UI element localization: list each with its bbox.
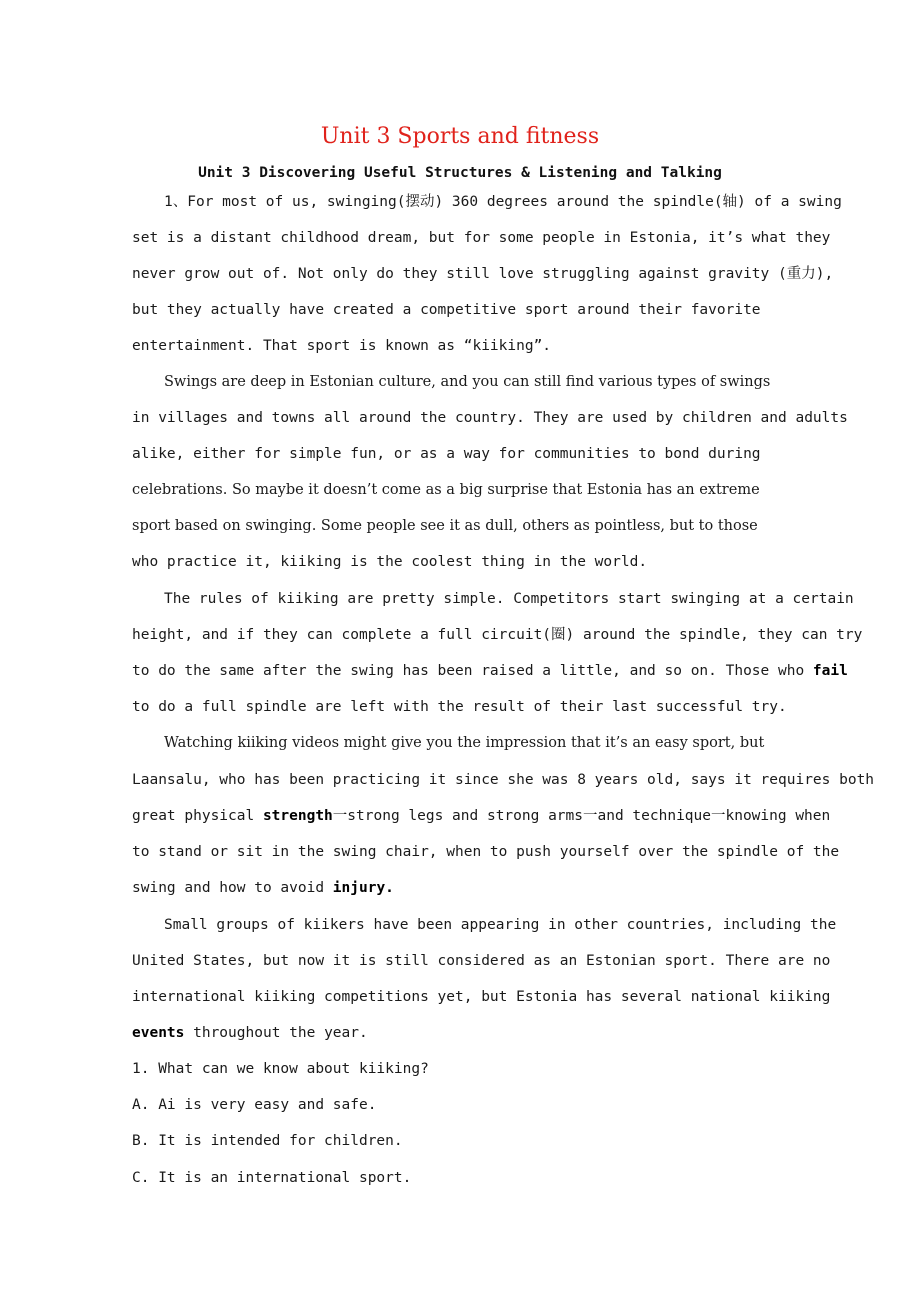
paragraph-2-line-3: alike, either for simple fun, or as a way for communities to bond during <box>132 446 761 462</box>
keyword-injury: injury. <box>332 880 394 896</box>
paragraph-5-line-4-rest: throughout the year. <box>184 1025 368 1041</box>
question-stem: 1. What can we know about kiiking? <box>132 1061 429 1077</box>
paragraph-3-line-3 <box>132 660 848 682</box>
paragraph-3-line-2: height, and if they can complete a full circuit(圈) around the spindle, they can try <box>132 627 863 643</box>
paragraph-4-line-5-text: swing and how to avoid <box>132 880 333 896</box>
keyword-fail: fail <box>812 663 848 679</box>
question-option-a: A. Ai is very easy and safe. <box>132 1097 377 1113</box>
paragraph-4-line-3-text: great physical <box>132 808 263 824</box>
paragraph-4-line-4: to stand or sit in the swing chair, when to push yourself over the spindle of the <box>132 844 840 860</box>
question-option-c: C. It is an international sport. <box>132 1170 412 1186</box>
paragraph-3-line-1: The rules of kiiking are pretty simple. Competitors start swinging at a certain <box>164 591 854 607</box>
paragraph-3-line-3-text: to do the same after the swing has been raised a little, and so on. Those who <box>132 663 813 679</box>
paragraph-1-line-5: entertainment. That sport is known as “kiiking”. <box>132 338 552 354</box>
paragraph-5-line-3: international kiiking competitions yet, but Estonia has several national kiiking <box>132 989 831 1005</box>
paragraph-4-line-5 <box>132 877 394 899</box>
paragraph-4-line-1: Watching kiiking videos might give you the impression that it’s an easy sport, but <box>164 735 765 751</box>
page-subtitle: Unit 3 Discovering Useful Structures & Listening and Talking <box>198 165 722 181</box>
paragraph-1-line-1: 1、For most of us, swinging(摆动) 360 degrees around the spindle(轴) of a swing <box>164 194 842 210</box>
page-title: Unit 3 Sports and fitness <box>320 124 600 149</box>
paragraph-2-line-1: Swings are deep in Estonian culture, and you can still find various types of swings <box>164 374 771 390</box>
paragraph-5-line-1: Small groups of kiikers have been appearing in other countries, including the <box>164 917 837 933</box>
paragraph-5-line-2: United States, but now it is still considered as an Estonian sport. There are no <box>132 953 831 969</box>
paragraph-5-line-4 <box>132 1022 368 1044</box>
paragraph-2-line-2: in villages and towns all around the country. They are used by children and adults <box>132 410 848 426</box>
paragraph-2-line-4: celebrations. So maybe it doesn’t come as a big surprise that Estonia has an extreme <box>132 482 760 498</box>
keyword-strength: strength <box>262 808 333 824</box>
paragraph-4-line-3-rest: 一strong legs and strong arms一and technique一knowing when <box>332 808 831 824</box>
keyword-events: events <box>132 1025 185 1041</box>
paragraph-3-line-4: to do a full spindle are left with the result of their last successful try. <box>132 699 787 715</box>
paragraph-4-line-2: Laansalu, who has been practicing it since she was 8 years old, says it requires both <box>132 772 875 788</box>
paragraph-1-line-2: set is a distant childhood dream, but for some people in Estonia, it’s what they <box>132 230 831 246</box>
paragraph-2-line-6: who practice it, kiiking is the coolest thing in the world. <box>132 554 648 570</box>
paragraph-2-line-5: sport based on swinging. Some people see it as dull, others as pointless, but to those <box>132 518 758 534</box>
paragraph-1-line-4: but they actually have created a competitive sport around their favorite <box>132 302 761 318</box>
question-option-b: B. It is intended for children. <box>132 1133 403 1149</box>
paragraph-4-line-3 <box>132 805 830 827</box>
paragraph-1-line-3: never grow out of. Not only do they still love struggling against gravity (重力), <box>132 266 834 282</box>
